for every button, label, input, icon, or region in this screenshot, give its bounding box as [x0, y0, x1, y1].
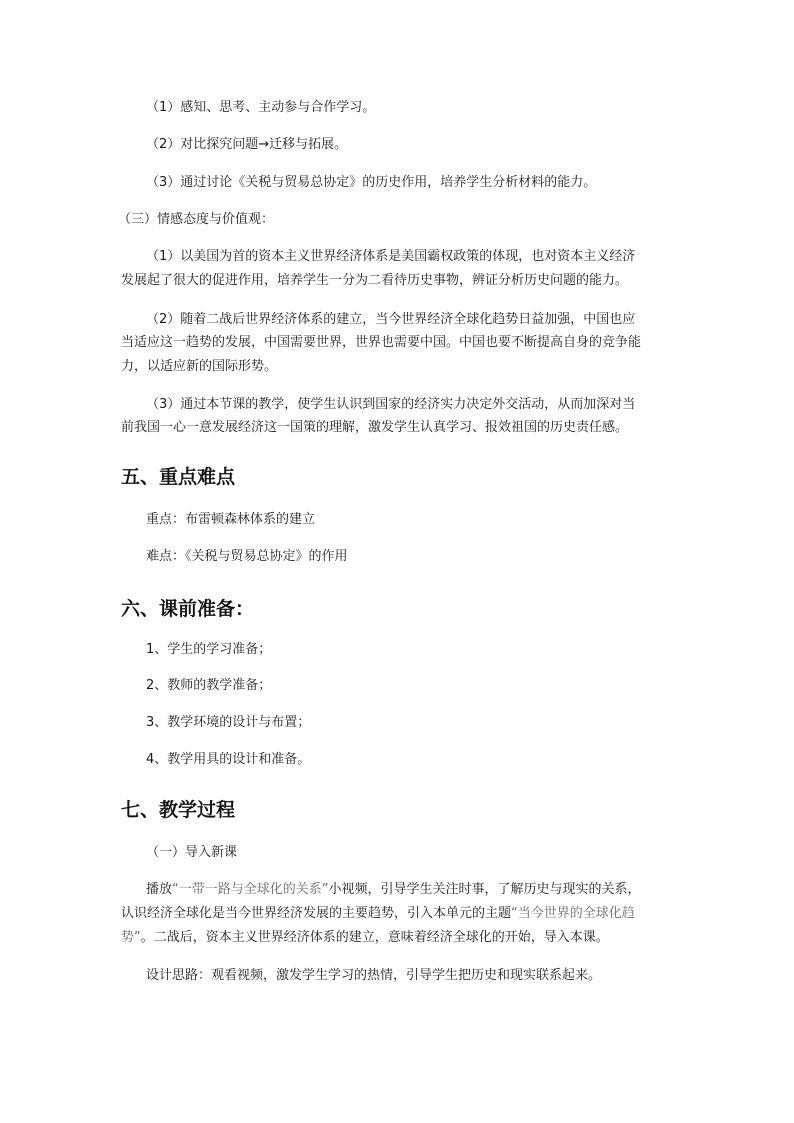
values-para2-line3: 力，以适应新的国际形势。: [121, 359, 278, 374]
heading-section-5: 五、重点难点: [121, 466, 236, 488]
intro-text: 播放: [146, 882, 173, 897]
heading-section-6: 六、课前准备：: [121, 598, 255, 620]
difficulty-point: 难点：《关税与贸易总协定》的作用: [146, 549, 348, 564]
unit-theme-end: 势”: [121, 930, 141, 945]
intro-line-1: [146, 880, 641, 900]
prep-item-3: 3、教学环境的设计与布置；: [146, 715, 311, 730]
values-para2-line1: （2）随着二战后世界经济体系的建立，当今世界经济全球化趋势日益加强，中国也应: [146, 312, 636, 327]
values-para3-line2: 前我国一心一意发展经济这一国策的理解，激发学生认真学习、报效祖国的历史责任感。: [121, 420, 629, 435]
unit-theme: “当今世界的全球化趋: [511, 906, 635, 921]
values-para2-line2: 当适应这一趋势的发展，中国需要世界，世界也需要中国。中国也要不断提高自身的竞争能: [121, 335, 642, 350]
design-rationale: 设计思路：观看视频，激发学生学习的热情，引导学生把历史和现实联系起来。: [146, 968, 602, 983]
ability-item-3: （3）通过讨论《关税与贸易总协定》的历史作用，培养学生分析材料的能力。: [146, 175, 597, 190]
values-para1-line2: 发展起了很大的促进作用，培养学生一分为二看待历史事物，辨证分析历史问题的能力。: [121, 273, 629, 288]
intro-line-3: [121, 928, 609, 948]
intro-line-2: [121, 904, 635, 924]
prep-item-4: 4、教学用具的设计和准备。: [146, 752, 311, 767]
ability-item-1: （1）感知、思考、主动参与合作学习。: [146, 100, 376, 115]
section3-heading: （三）情感态度与价值观：: [118, 212, 275, 227]
intro-text: 小视频，引导学生关注时事，了解历史与现实的关系，: [328, 882, 641, 897]
values-para1-line1: （1）以美国为首的资本主义世界经济体系是美国霸权政策的体现，也对资本主义经济: [146, 249, 636, 264]
video-title: “一带一路与全球化的关系”: [172, 882, 329, 897]
values-para3-line1: （3）通过本节课的教学，使学生认识到国家的经济实力决定外交活动，从而加深对当: [146, 397, 636, 412]
subheading-intro: （一）导入新课: [146, 845, 238, 860]
heading-section-7: 七、教学过程: [121, 799, 236, 821]
focus-point: 重点：布雷顿森林体系的建立: [146, 512, 316, 527]
ability-item-2: （2）对比探究问题→迁移与拓展。: [146, 137, 348, 152]
prep-item-2: 2、教师的教学准备；: [146, 678, 272, 693]
intro-text: 认识经济全球化是当今世界经济发展的主要趋势，引入本单元的主题: [121, 906, 512, 921]
intro-text: 。二战后，资本主义世界经济体系的建立，意味着经济全球化的开始，导入本课。: [140, 930, 609, 945]
prep-item-1: 1、学生的学习准备；: [146, 642, 272, 657]
